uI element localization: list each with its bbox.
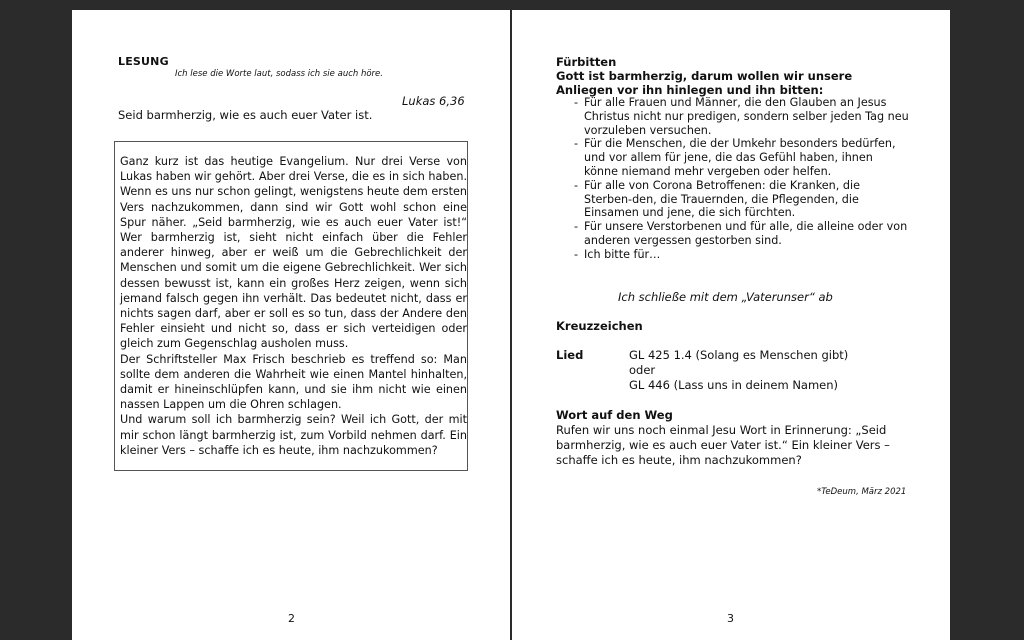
page-number: 2: [288, 612, 295, 625]
lied-label: Lied: [556, 348, 584, 362]
reflection-box: [114, 141, 468, 471]
page-right: [512, 10, 950, 640]
list-item: - Für alle von Corona Betroffenen: die Kranken, die Sterben-den, die Trauernden, die Pflegenden, die Einsamen und jene, die sich fürchten.: [574, 178, 860, 220]
list-item: - Für unsere Verstorbenen und für alle, die alleine oder von anderen vergessen gestorben sind.: [574, 220, 908, 247]
fuerbitten-intro: Gott ist barmherzig, darum wollen wir unsere: [556, 69, 853, 83]
reflection-paragraph: Ganz kurz ist das heutige Evangelium. Nur drei Verse von Lukas haben wir gehört. Aber drei Verse, die es in sich haben. Wenn es uns nur schon gelingt, wenigstens heute dem ersten Vers nachzukommen, dann sind wir Gott wohl schon eine Spur näher. „Seid barmherzig, wie es auch euer Vater ist!“ Wer barmherzig ist, sieht nicht einfach über die Fehler anderer hinweg, aber er weiß um die Gebrechlichkeit der Menschen und somit um die eigene Gebrechlichkeit. Wer sich dessen bewusst ist, kann ein großes Herz zeigen, wenn sich jemand falsch gegen ihn verhält. Das bedeutet nicht, dass er nichts sagen darf, aber er soll es so tun, dass der Andere den Fehler einsieht und nicht so, dass er sich verteidigen oder gleich zum Gegenschlag ausholen muss.: [120, 155, 467, 351]
list-item: - Ich bitte für…: [574, 247, 661, 261]
page-left: [72, 10, 510, 640]
kreuzzeichen-heading: Kreuzzeichen: [556, 319, 643, 333]
list-item: - Für alle Frauen und Männer, die den Glauben an Jesus Christus nicht nur predigen, sondern selber jeden Tag neu vorzuleben versuchen.: [574, 96, 909, 137]
lied-oder: oder: [629, 363, 656, 377]
page-number: 3: [727, 612, 734, 625]
wort-text: Rufen wir uns noch einmal Jesu Wort in Erinnerung: „Seid barmherzig, wie es auch euer Vater ist.“ Ein kleiner Vers – schaffe ich es heute, ihm nachzukommen?: [556, 423, 890, 467]
verse-text: Seid barmherzig, wie es auch euer Vater ist.: [118, 108, 373, 122]
source-note: *TeDeum, März 2021: [817, 487, 907, 497]
reflection-paragraph: Der Schriftsteller Max Frisch beschrieb es treffend so: Man sollte dem anderen die Wahrheit wie einen Mantel hinhalten, damit er hineinschlüpfen kann, und sie ihm nicht wie einen nassen Lappen um die Ohren schlagen.: [120, 352, 467, 412]
lied-option: GL 446 (Lass uns in deinem Namen): [629, 378, 839, 392]
scripture-reference: Lukas 6,36: [402, 94, 465, 108]
petition-list: [560, 96, 910, 262]
reflection-paragraph: Und warum soll ich barmherzig sein? Weil ich Gott, der mit mir schon längt barmherzig ist, zum Vorbild nehmen darf. Ein kleiner Vers – schaffe ich es heute, ihm nachzukommen?: [120, 413, 467, 457]
fuerbitten-intro: Anliegen vor ihn hinlegen und ihn bitten:: [556, 83, 824, 97]
reading-instruction: Ich lese die Worte laut, sodass ich sie auch höre.: [175, 69, 383, 79]
closing-line: Ich schließe mit dem „Vaterunser“ ab: [618, 290, 833, 304]
lied-option: GL 425 1.4 (Solang es Menschen gibt): [629, 348, 849, 362]
list-item: - Für die Menschen, die der Umkehr besonders bedürfen, und vor allem für jene, die das Gefühl haben, ihnen könne niemand mehr vergeben oder helfen.: [574, 137, 896, 178]
wort-heading: Wort auf den Weg: [556, 408, 673, 422]
fuerbitten-title: Fürbitten: [556, 55, 617, 69]
lesung-heading: LESUNG: [118, 55, 169, 68]
